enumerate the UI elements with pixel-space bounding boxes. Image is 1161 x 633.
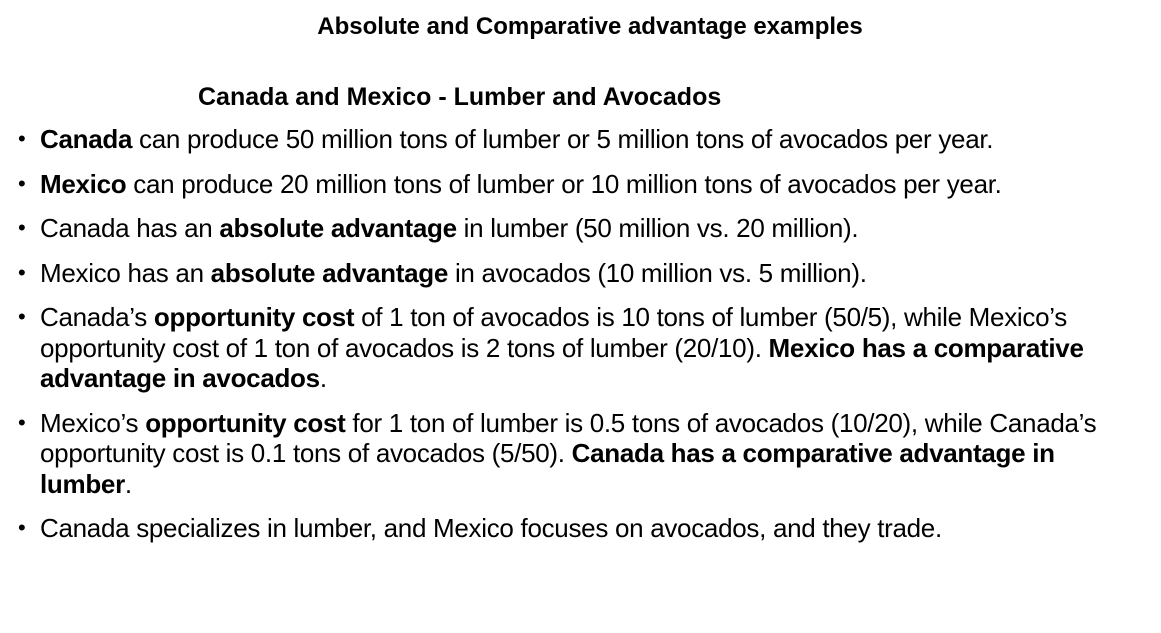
bullet-text: Canada has an — [40, 213, 220, 243]
section-subtitle: Canada and Mexico - Lumber and Avocados — [198, 83, 722, 111]
bullet-dot-icon: • — [18, 215, 26, 240]
bullet-bold-text: Mexico has a comparative advantage in avocados — [40, 332, 1084, 393]
bullet-bold-text: absolute advantage — [210, 257, 449, 288]
bullet-bold-text: Canada has a comparative advantage in lumber — [40, 438, 1055, 499]
bullet-text: Canada specializes in lumber, and Mexico focuses on avocados, and they trade. — [40, 513, 942, 543]
bullet-text: . — [124, 468, 132, 499]
bullet-item-canada-production — [16, 124, 1151, 155]
bullet-text: Mexico has an — [40, 257, 211, 288]
bullet-dot-icon: • — [18, 170, 26, 196]
page-title: Absolute and Comparative advantage examples — [317, 13, 863, 40]
bullet-bold-text: opportunity cost — [145, 407, 346, 438]
bullet-dot-icon: • — [18, 259, 26, 285]
bullet-text: in lumber (50 million vs. 20 million). — [456, 213, 859, 243]
bullet-list — [16, 124, 1151, 558]
bullet-item-specialization — [16, 513, 1151, 544]
bullet-bold-text: absolute advantage — [219, 213, 457, 243]
bullet-item-lumber-opportunity-cost — [16, 408, 1151, 500]
bullet-item-canada-absolute — [16, 213, 1151, 244]
bullet-item-mexico-absolute — [16, 258, 1151, 289]
bullet-bold-text: Mexico — [40, 168, 127, 199]
bullet-item-mexico-production — [16, 169, 1151, 200]
bullet-dot-icon: • — [18, 409, 26, 435]
bullet-bold-text: Canada — [40, 124, 133, 154]
bullet-text: Mexico’s — [40, 407, 146, 438]
bullet-text: in avocados (10 million vs. 5 million). — [448, 257, 867, 288]
bullet-text: of 1 ton of avocados is 10 tons of lumber (50/5), while Mexico’s opportunity cost of 1 ton of avocados is 2 tons of lumber (20/10). — [40, 302, 1067, 363]
bullet-bold-text: opportunity cost — [153, 302, 355, 332]
bullet-text: for 1 ton of lumber is 0.5 tons of avocados (10/20), while Canada’s opportunity cost is 0.1 tons of avocados (5/50). — [40, 407, 1097, 468]
bullet-item-avocado-opportunity-cost — [16, 302, 1151, 394]
bullet-text: can produce 50 million tons of lumber or 5 million tons of avocados per year. — [132, 124, 994, 154]
bullet-text: can produce 20 million tons of lumber or 10 million tons of avocados per year. — [126, 168, 1002, 199]
bullet-dot-icon: • — [18, 515, 26, 540]
bullet-text: . — [319, 363, 327, 393]
bullet-text: Canada’s — [40, 302, 154, 332]
bullet-dot-icon: • — [18, 304, 26, 329]
bullet-dot-icon: • — [18, 126, 26, 151]
